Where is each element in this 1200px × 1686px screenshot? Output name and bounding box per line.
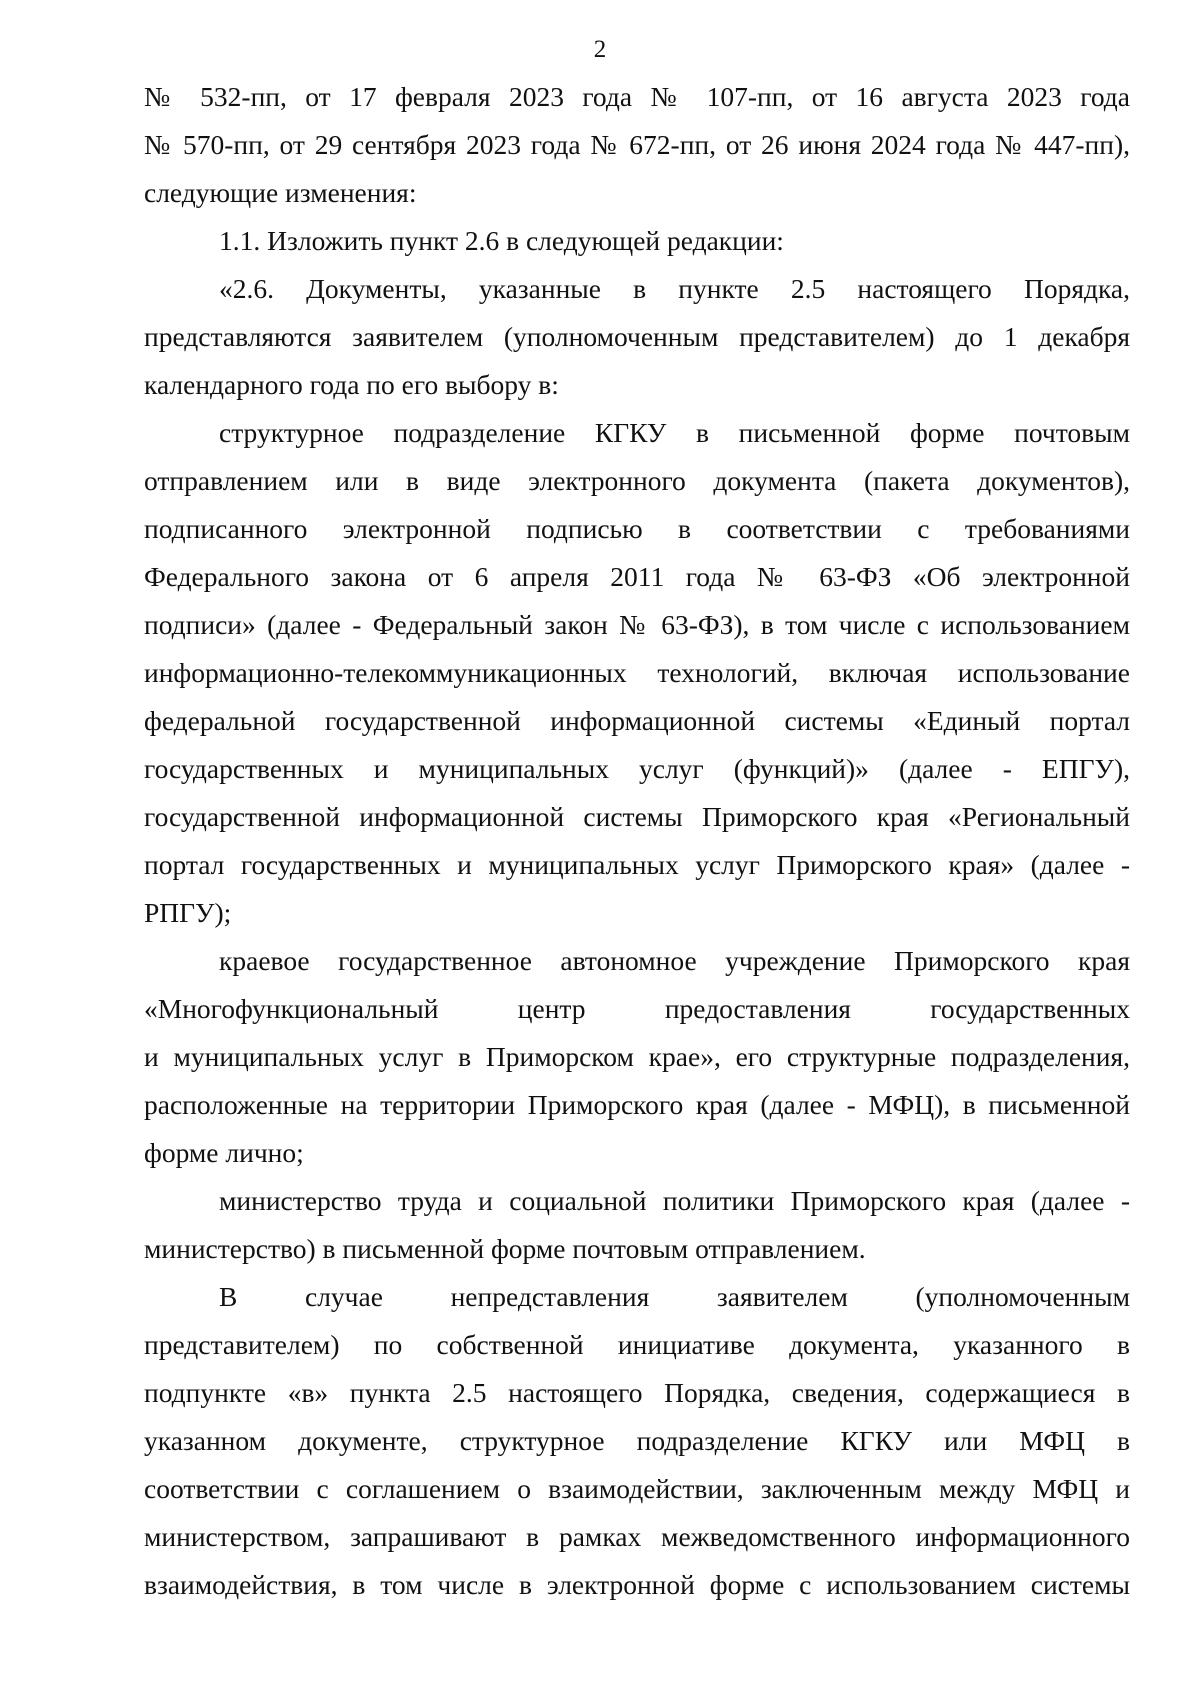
page-number: 2 bbox=[593, 36, 607, 63]
text-line: портал государственных и муниципальных услуг Приморского края» (далее - bbox=[144, 849, 1130, 880]
text-line: форме лично; bbox=[144, 1137, 304, 1168]
text-line: отправлением или в виде электронного документа (пакета документов), bbox=[144, 465, 1130, 496]
text-line: расположенные на территории Приморского края (далее - МФЦ), в письменной bbox=[144, 1089, 1130, 1120]
text-line: 1.1. Изложить пункт 2.6 в следующей редакции: bbox=[219, 225, 784, 256]
text-line: № 532-пп, от 17 февраля 2023 года № 107-пп, от 16 августа 2023 года bbox=[144, 81, 1130, 112]
text-line: министерством, запрашивают в рамках межведомственного информационного bbox=[144, 1521, 1130, 1552]
text-line: соответствии с соглашением о взаимодействии, заключенным между МФЦ и bbox=[144, 1473, 1130, 1504]
paragraph-interagency-request bbox=[144, 1273, 1130, 1609]
text-line: следующие изменения: bbox=[144, 177, 417, 208]
text-line: министерство труда и социальной политики Приморского края (далее - bbox=[219, 1185, 1130, 1216]
text-line: подписанного электронной подписью в соответствии с требованиями bbox=[144, 513, 1130, 544]
text-line: подписи» (далее - Федеральный закон № 63-ФЗ), в том числе с использованием bbox=[144, 609, 1130, 640]
paragraph-item-1-1 bbox=[144, 217, 1130, 265]
text-line: структурное подразделение КГКУ в письменной форме почтовым bbox=[219, 417, 1130, 448]
text-line: государственной информационной системы Приморского края «Региональный bbox=[144, 801, 1130, 832]
text-line: краевое государственное автономное учреждение Приморского края bbox=[219, 945, 1130, 976]
text-line: федеральной государственной информационной системы «Единый портал bbox=[144, 705, 1130, 736]
text-line: указанном документе, структурное подразделение КГКУ или МФЦ в bbox=[144, 1425, 1130, 1456]
text-line: «2.6. Документы, указанные в пункте 2.5 настоящего Порядка, bbox=[219, 273, 1130, 304]
paragraph-ministry-option bbox=[144, 1177, 1130, 1273]
text-line: № 570-пп, от 29 сентября 2023 года № 672-пп, от 26 июня 2024 года № 447-пп), bbox=[144, 129, 1130, 160]
text-line: и муниципальных услуг в Приморском крае», его структурные подразделения, bbox=[144, 1041, 1130, 1072]
paragraph-kgku-option bbox=[144, 409, 1130, 937]
text-line: представляются заявителем (уполномоченным представителем) до 1 декабря bbox=[144, 321, 1130, 352]
text-line: Федерального закона от 6 апреля 2011 года № 63-ФЗ «Об электронной bbox=[144, 561, 1130, 592]
text-line: календарного года по его выбору в: bbox=[144, 369, 559, 400]
text-line: информационно-телекоммуникационных технологий, включая использование bbox=[144, 657, 1130, 688]
text-line: подпункте «в» пункта 2.5 настоящего Порядка, сведения, содержащиеся в bbox=[144, 1377, 1130, 1408]
text-line: взаимодействия, в том числе в электронной форме с использованием системы bbox=[144, 1569, 1130, 1600]
text-line: «Многофункциональный центр предоставления государственных bbox=[144, 993, 1130, 1024]
paragraph-item-2-6 bbox=[144, 265, 1130, 409]
paragraph-amendment-list bbox=[144, 73, 1130, 217]
text-line: В случае непредставления заявителем (уполномоченным bbox=[219, 1281, 1130, 1312]
text-line: представителем) по собственной инициативе документа, указанного в bbox=[144, 1329, 1130, 1360]
document-body bbox=[144, 73, 1130, 1609]
text-line: государственных и муниципальных услуг (функций)» (далее - ЕПГУ), bbox=[144, 753, 1130, 784]
text-line: министерство) в письменной форме почтовым отправлением. bbox=[144, 1233, 866, 1264]
paragraph-mfc-option bbox=[144, 937, 1130, 1177]
text-line: РПГУ); bbox=[144, 897, 232, 928]
